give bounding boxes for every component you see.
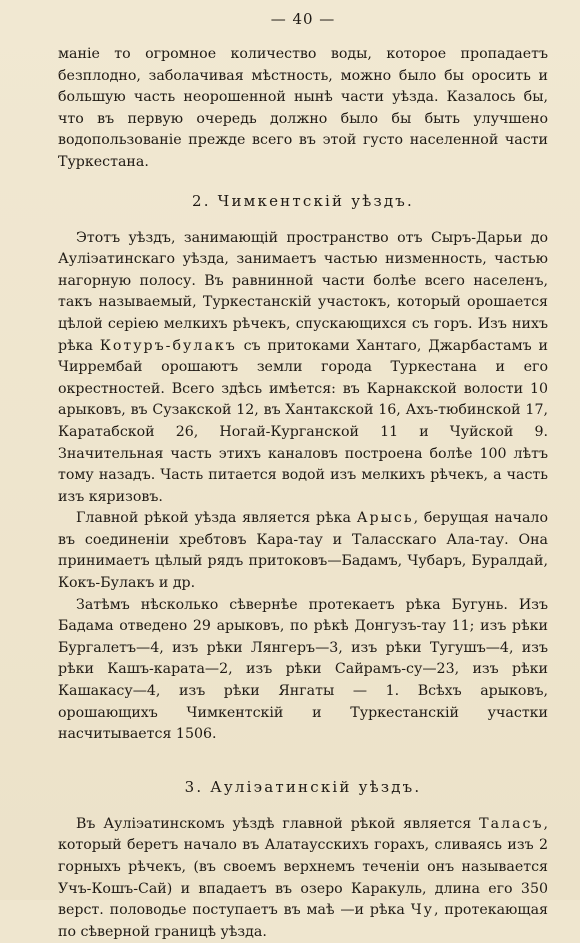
river-name: Котуръ-булакъ (99, 337, 237, 354)
paragraph-text: , берущая начало въ соединеніи хребтовъ Кара-тау и Таласскаго Ала-тау. Она принимаетъ цѣлый рядъ притоковъ—Бадамъ, Чубаръ, Буралдай, Кокъ-Булакъ и др. (58, 510, 548, 592)
section-2-paragraph-3: Затѣмъ нѣсколько сѣвернѣе протекаетъ рѣка Бугунь. Изъ Бадама отведено 29 арыковъ, по рѣкѣ Донгузъ-тау 11; изъ рѣки Бургалетъ—4, изъ рѣки Лянгеръ—3, изъ рѣки Тугушъ—4, изъ рѣки Кашъ-карата—2, изъ рѣки Сайрамъ-су—23, изъ рѣки Кашакасу—4, изъ рѣки Янгаты — 1. Всѣхъ арыковъ, орошающихъ Чимкентскій и Туркестанскій участки насчитывается 1506. (58, 596, 548, 743)
intro-paragraph: маніе то огромное количество воды, которое пропадаетъ безплодно, заболачивая мѣстность, можно было бы оросить и большую часть неорошенной нынѣ части уѣзда. Казалось бы, что въ первую очередь должно было бы быть улучшено водопользованіе прежде всего въ этой густо населенной части Туркестана. (58, 46, 548, 170)
paragraph-text: , который беретъ начало въ Алатаусскихъ горахъ, сливаясь изъ 2 горныхъ рѣчекъ, (въ своемъ верхнемъ теченіи онъ называется Учъ-Кошъ-Сай) и впадаетъ въ озеро Каракуль, длина его 350 верст. половодье поступаетъ въ маѣ —и рѣка (58, 815, 548, 919)
section-3-title: 3. Ауліэатинскій уѣздъ. (184, 777, 422, 796)
page-number: — 40 — (270, 10, 336, 28)
paragraph-text: Главной рѣкой уѣзда является рѣка (76, 510, 357, 527)
paragraph-text: , протекающая по сѣверной границѣ уѣзда. (58, 902, 548, 940)
section-2-paragraph-2 (58, 508, 548, 594)
paragraph-text: Въ Ауліэатинскомъ уѣздѣ главной рѣкой является (76, 815, 480, 832)
section-2-title: 2. Чимкентскій уѣздъ. (191, 191, 415, 210)
river-name: Таласъ (479, 815, 544, 832)
paragraph-text: Этотъ уѣздъ, занимающій пространство отъ Сыръ-Дарьи до Ауліэатинскаго уѣзда, занимаетъ частью низменность, частью нагорную полосу. Въ равнинной части болѣе всего населенъ, такъ называемый, Туркестанскій участокъ, который орошается цѣлой серіею мелкихъ рѣчекъ, спускающихся съ горъ. Изъ нихъ рѣка (58, 229, 548, 354)
river-name: Чу (410, 902, 435, 919)
paragraph-text: съ притоками Хантаго, Джарбастамъ и Чиррембай орошаютъ земли города Туркестана и его окрестностей. Всего здѣсь имѣется: въ Карнакской волости 10 арыковъ, въ Сузакской 12, въ Хантакской 16, Ахъ-тюбинской 17, Каратабской 26, Ногай-Курганской 11 и Чуйской 9. Значительная часть этихъ каналовъ построена болѣе 100 лѣтъ тому назадъ. Часть питается водой изъ мелкихъ рѣчекъ, а часть изъ кяризовъ. (58, 337, 548, 505)
section-2-paragraph-1 (58, 228, 548, 509)
river-name: Арысь (356, 510, 414, 527)
section-3-paragraph-1 (58, 814, 548, 943)
